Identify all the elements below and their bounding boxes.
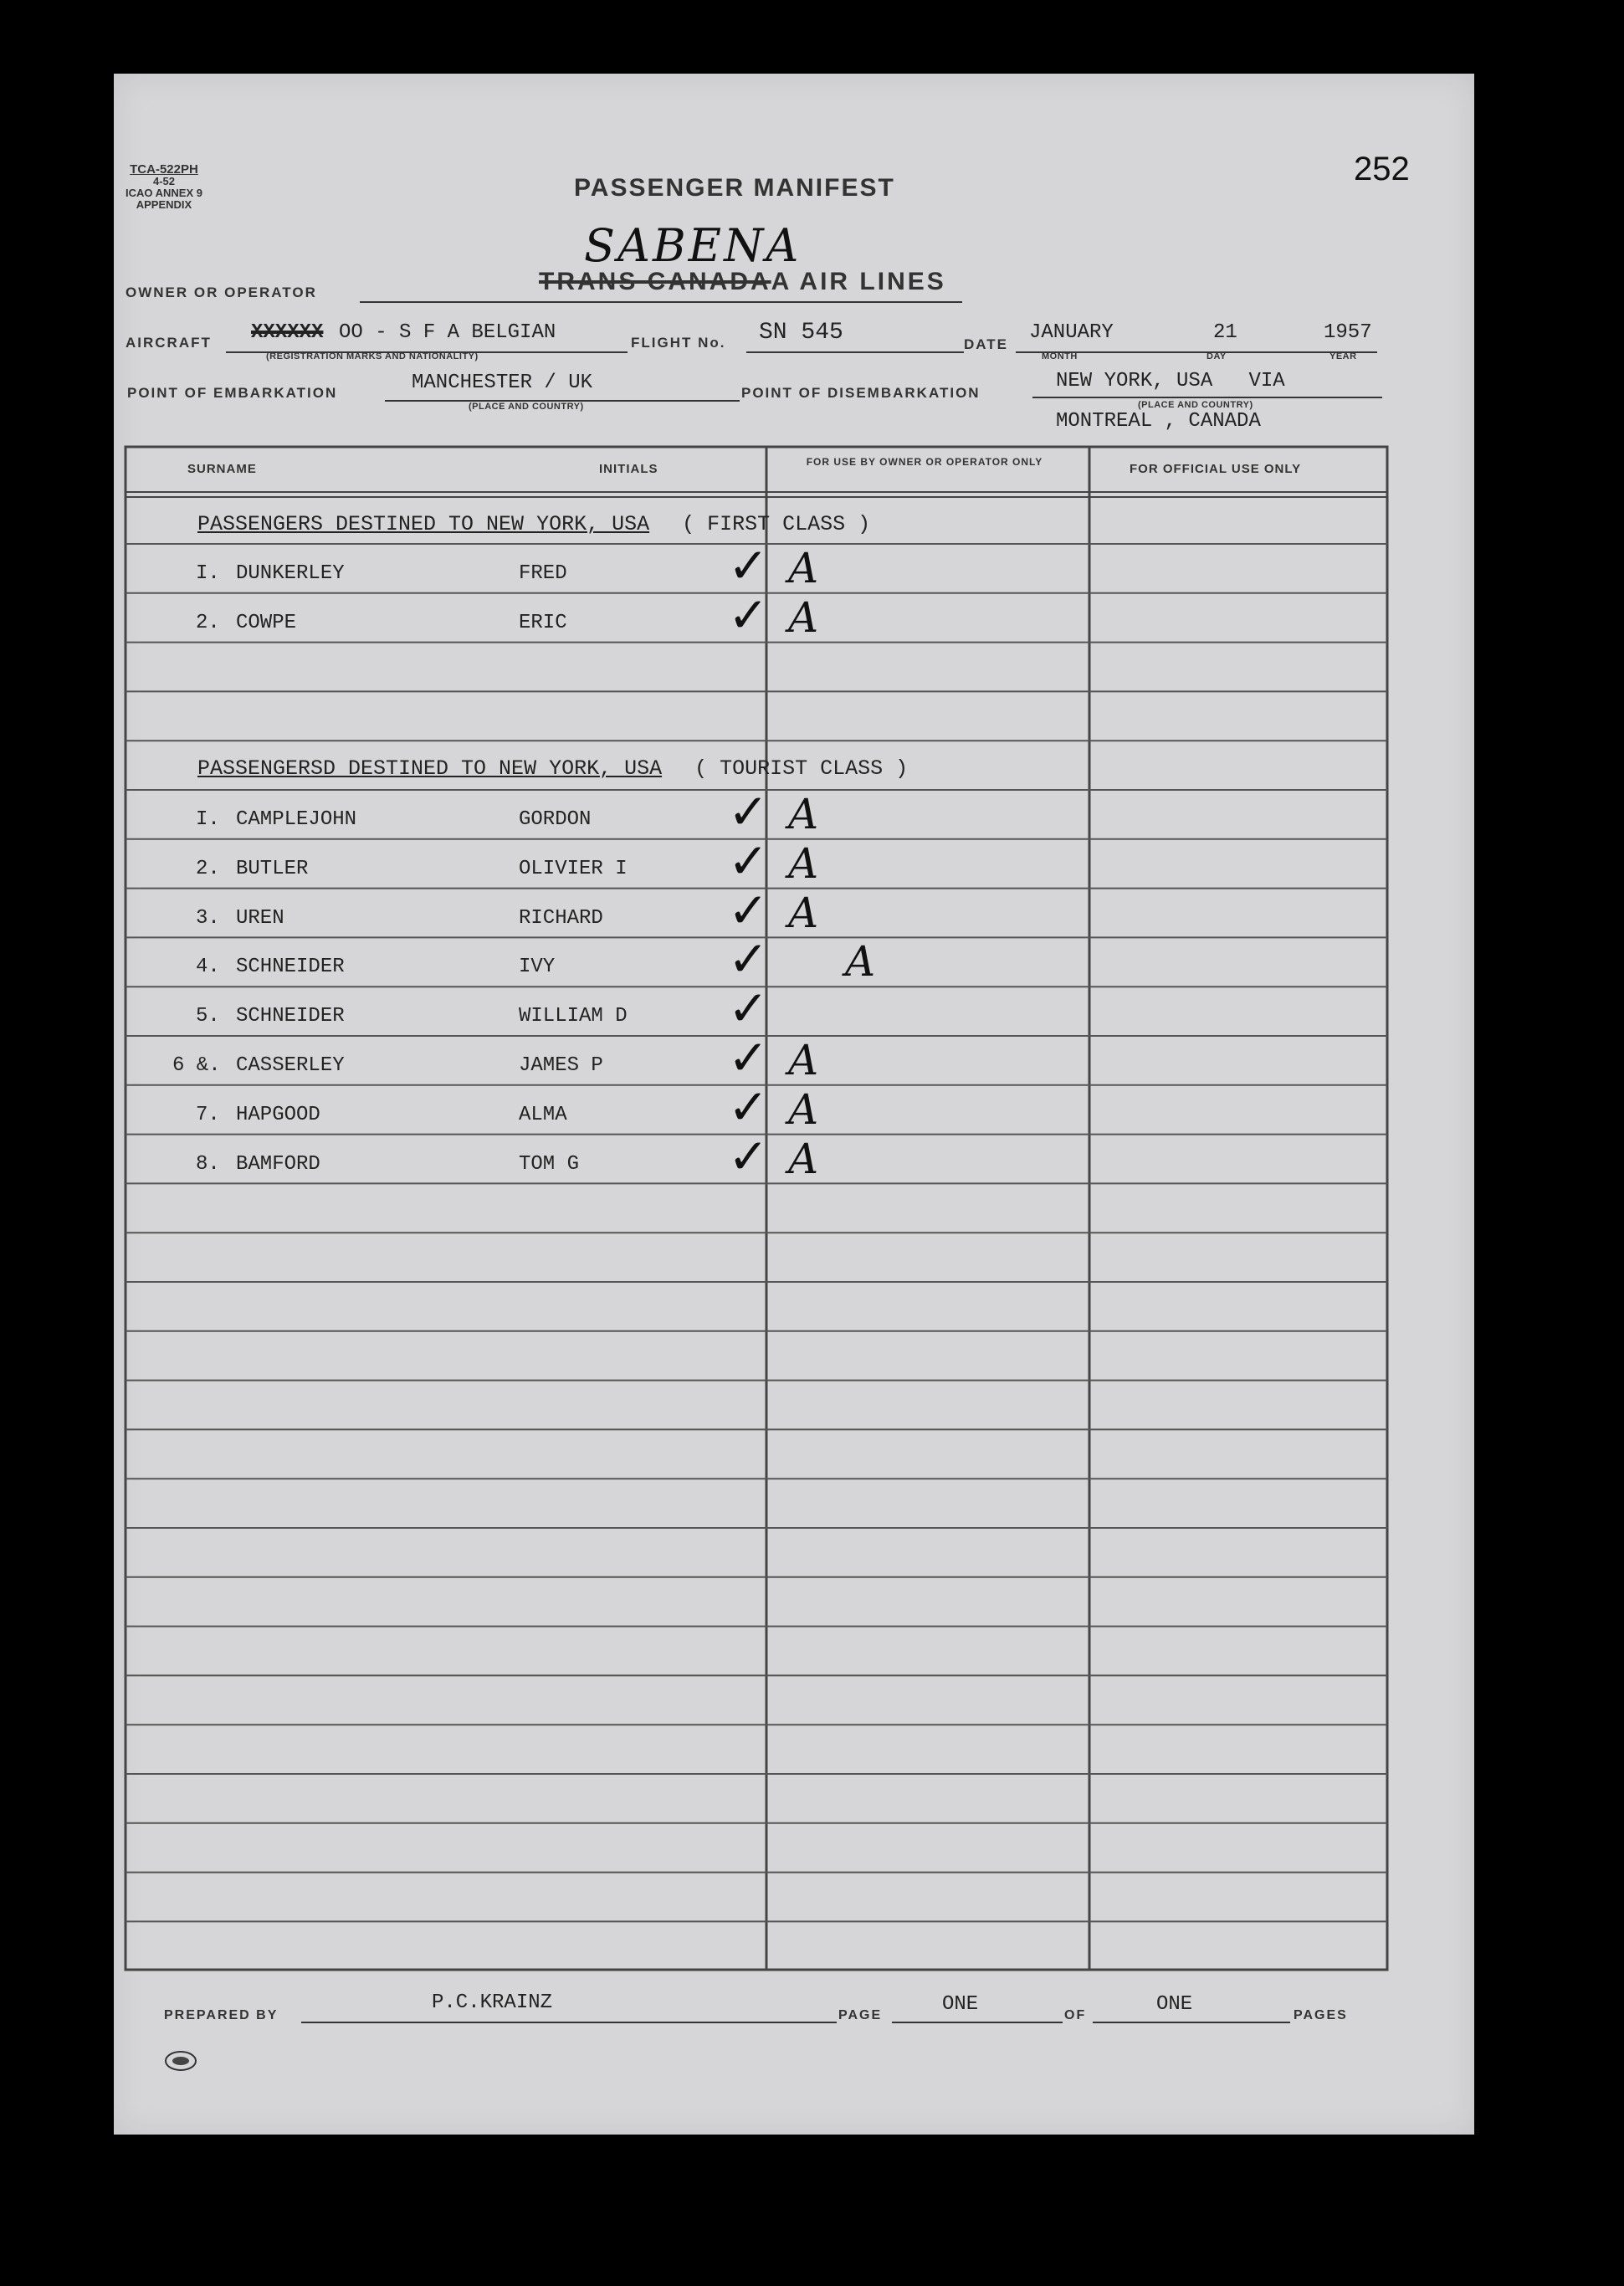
of-value: ONE: [1156, 1993, 1193, 2016]
passenger-surname: CASSERLEY: [236, 1054, 345, 1077]
passenger-number: 4.: [196, 956, 220, 979]
form-code-line: TCA-522PH: [130, 162, 198, 177]
passenger-number: 7.: [196, 1103, 220, 1126]
passenger-surname: COWPE: [236, 611, 297, 634]
section-heading-text: PASSENGERSD DESTINED TO NEW YORK, USA: [197, 756, 663, 781]
header-owner-use: FOR USE BY OWNER OR OPERATOR ONLY: [806, 456, 1043, 468]
flight-value: SN 545: [759, 320, 843, 346]
check-mark: ✓: [728, 832, 769, 889]
check-mark: ✓: [728, 1127, 769, 1185]
page-label: PAGE: [838, 2008, 883, 2022]
page-number: 252: [1354, 151, 1410, 187]
header-surname: SURNAME: [187, 462, 257, 476]
handwritten-a-mark: A: [788, 838, 819, 888]
aircraft-value: OO - S F A BELGIAN: [339, 321, 556, 344]
check-mark: ✓: [728, 930, 769, 988]
passenger-surname: SCHNEIDER: [236, 956, 345, 979]
pages-label: PAGES: [1294, 2008, 1348, 2022]
embarkation-value: MANCHESTER / UK: [412, 372, 593, 394]
of-label: OF: [1064, 2008, 1087, 2022]
passenger-initials: TOM G: [519, 1152, 580, 1176]
check-mark: ✓: [728, 881, 769, 939]
date-day-label: DAY: [1206, 351, 1227, 361]
passenger-initials: GORDON: [519, 808, 592, 831]
date-month-label: MONTH: [1042, 351, 1078, 361]
date-label: DATE: [964, 336, 1009, 352]
passenger-number: 8.: [196, 1152, 220, 1176]
passenger-initials: ERIC: [519, 611, 567, 634]
passenger-surname: SCHNEIDER: [236, 1005, 345, 1028]
disembarkation-sublabel: (PLACE AND COUNTRY): [1138, 400, 1253, 410]
passenger-number: I.: [196, 562, 220, 585]
passenger-number: 2.: [196, 611, 220, 634]
check-mark: ✓: [728, 1078, 769, 1135]
passenger-surname: CAMPLEJOHN: [236, 808, 357, 831]
passenger-surname: BUTLER: [236, 857, 309, 880]
aircraft-struck-text: XXXXXX: [251, 321, 324, 344]
handwritten-a-mark: A: [788, 888, 819, 937]
passenger-number: 3.: [196, 906, 220, 930]
date-year-label: YEAR: [1329, 351, 1357, 361]
disembarkation-value: NEW YORK, USA VIA: [1056, 370, 1285, 392]
prepared-by-label: PREPARED BY: [164, 2008, 279, 2022]
handwritten-a-mark: A: [788, 790, 819, 838]
aircraft-label: AIRCRAFT: [126, 335, 212, 351]
handwritten-a-mark: A: [788, 1036, 819, 1084]
date-day: 21: [1213, 321, 1237, 344]
handwritten-a-mark: A: [788, 1084, 819, 1134]
owner-remaining-text: A AIR LINES: [771, 268, 946, 295]
passenger-surname: DUNKERLEY: [236, 562, 345, 585]
prepared-by-value: P.C.KRAINZ: [432, 1991, 553, 2014]
check-mark: ✓: [728, 783, 769, 840]
handwritten-a-mark: A: [788, 1134, 819, 1183]
union-bug-icon: [164, 2050, 197, 2072]
form-code-line: ICAO ANNEX 9: [126, 187, 202, 199]
check-mark: ✓: [728, 1029, 769, 1086]
passenger-number: I.: [196, 808, 220, 831]
passenger-initials: OLIVIER I: [519, 857, 628, 880]
passenger-surname: HAPGOOD: [236, 1103, 320, 1126]
date-year: 1957: [1324, 321, 1372, 344]
section-heading-text: PASSENGERS DESTINED TO NEW YORK, USA: [197, 512, 650, 536]
section-class-label: ( FIRST CLASS ): [682, 512, 871, 536]
passenger-initials: IVY: [519, 956, 556, 979]
owner-struck-text: TRANS CANADA: [539, 268, 771, 295]
passenger-number: 2.: [196, 857, 220, 880]
flight-label: FLIGHT No.: [631, 335, 726, 351]
passenger-initials: WILLIAM D: [519, 1005, 628, 1028]
handwritten-a-mark: A: [845, 937, 876, 987]
section-class-label: ( TOURIST CLASS ): [694, 756, 909, 781]
passenger-initials: FRED: [519, 562, 567, 585]
passenger-initials: RICHARD: [519, 906, 603, 930]
passenger-surname: UREN: [236, 906, 284, 930]
form-code-line: APPENDIX: [136, 198, 192, 211]
header-official-use: FOR OFFICIAL USE ONLY: [1130, 462, 1302, 476]
embarkation-sublabel: (PLACE AND COUNTRY): [469, 402, 584, 412]
date-month: JANUARY: [1029, 321, 1114, 344]
page-value: ONE: [942, 1993, 979, 2016]
disembarkation-label: POINT OF DISEMBARKATION: [741, 385, 981, 401]
passenger-number: 5.: [196, 1005, 220, 1028]
passenger-initials: ALMA: [519, 1103, 567, 1126]
handwritten-a-mark: A: [788, 544, 819, 592]
check-mark: ✓: [728, 980, 769, 1038]
section-heading: [197, 512, 870, 536]
disembarkation-extra: MONTREAL , CANADA: [1056, 410, 1261, 433]
passenger-surname: BAMFORD: [236, 1152, 320, 1176]
form-code-line: 4-52: [152, 175, 175, 187]
section-heading: [197, 756, 908, 781]
embarkation-label: POINT OF EMBARKATION: [127, 385, 338, 401]
header-initials: INITIALS: [599, 462, 658, 476]
form-title: PASSENGER MANIFEST: [574, 174, 895, 202]
owner-handwritten: SABENA: [584, 219, 802, 272]
aircraft-sublabel: (REGISTRATION MARKS AND NATIONALITY): [266, 351, 479, 361]
passenger-number: 6 &.: [172, 1054, 221, 1077]
owner-label: OWNER OR OPERATOR: [126, 284, 317, 300]
check-mark: ✓: [728, 537, 769, 594]
passenger-initials: JAMES P: [519, 1054, 603, 1077]
handwritten-a-mark: A: [788, 592, 819, 642]
check-mark: ✓: [728, 586, 769, 643]
